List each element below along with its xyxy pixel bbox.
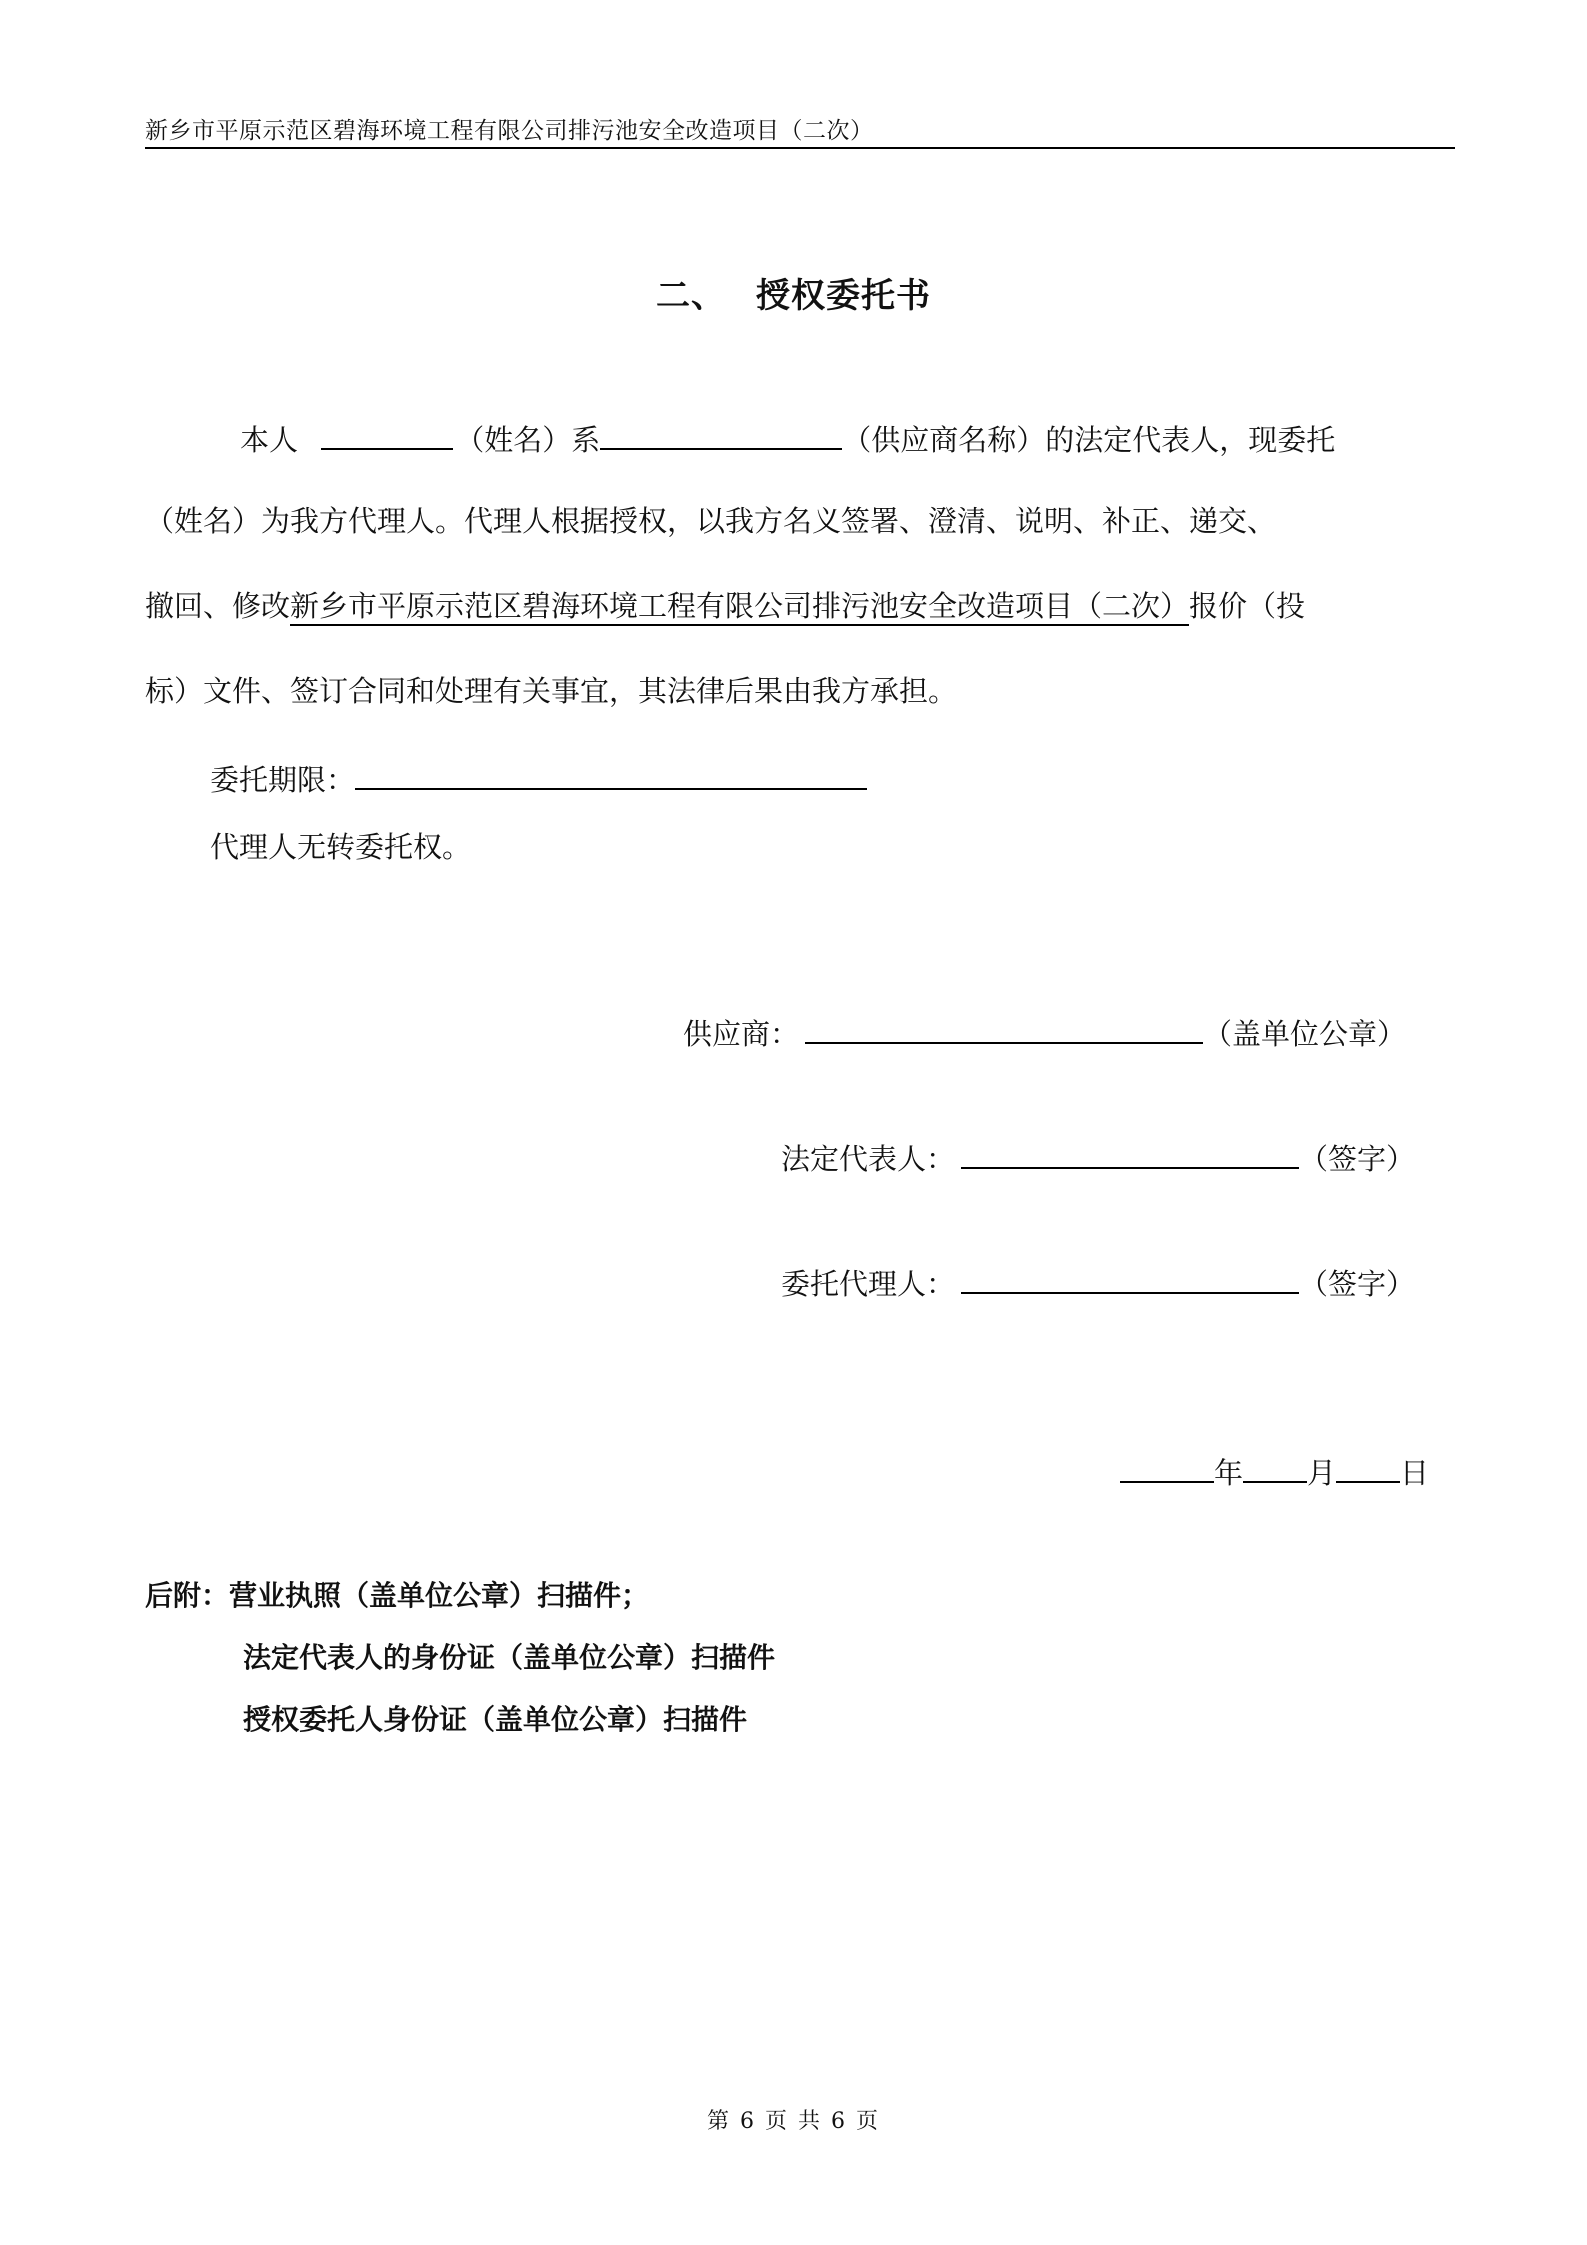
year-label: 年: [1214, 1456, 1244, 1490]
paragraph-line-1: [240, 422, 1335, 455]
title-number: 二、: [656, 276, 726, 316]
legal-rep-blank[interactable]: [961, 1141, 1299, 1169]
agent-label: 委托代理人：: [781, 1267, 956, 1301]
page-number: 第 6 页 共 6 页: [707, 2109, 880, 2134]
p1-text-a: 本人: [240, 423, 299, 457]
month-blank[interactable]: [1243, 1455, 1307, 1483]
page-title: [0, 268, 1587, 317]
supplier-name-blank[interactable]: [600, 422, 842, 450]
date-row: [1120, 1455, 1429, 1488]
agent-signature-row: [781, 1266, 1415, 1299]
attachment-item-1: 营业执照（盖单位公章）扫描件；: [229, 1579, 650, 1612]
running-header: 新乡市平原示范区碧海环境工程有限公司排污池安全改造项目（二次）: [145, 118, 874, 144]
paragraph-line-3: [145, 589, 1306, 623]
paragraph-line-4: 标）文件、签订合同和处理有关事宜，其法律后果由我方承担。: [145, 674, 958, 708]
name-blank[interactable]: [321, 422, 453, 450]
legal-rep-signature-row: [781, 1141, 1415, 1174]
year-blank[interactable]: [1120, 1455, 1214, 1483]
day-blank[interactable]: [1336, 1455, 1400, 1483]
attachment-item-3: 授权委托人身份证（盖单位公章）扫描件: [243, 1703, 748, 1736]
supplier-signature-row: [683, 1016, 1406, 1049]
term-blank[interactable]: [355, 762, 867, 790]
term-label: 委托期限：: [210, 763, 356, 797]
legal-rep-label: 法定代表人：: [781, 1142, 956, 1176]
agent-blank[interactable]: [961, 1266, 1299, 1294]
p3-text-b: 报价（投: [1189, 589, 1306, 623]
agent-note: （签字）: [1299, 1267, 1416, 1301]
supplier-label: 供应商：: [683, 1017, 800, 1051]
supplier-blank[interactable]: [805, 1016, 1203, 1044]
project-name: 新乡市平原示范区碧海环境工程有限公司排污池安全改造项目（二次）: [290, 589, 1189, 626]
p1-text-c: （供应商名称）的法定代表人，现委托: [842, 423, 1336, 457]
attachment-line-1: [145, 1579, 650, 1612]
no-transfer-statement: 代理人无转委托权。: [210, 830, 472, 864]
title-text: 授权委托书: [756, 276, 931, 316]
attachment-item-2: 法定代表人的身份证（盖单位公章）扫描件: [243, 1641, 776, 1674]
day-label: 日: [1400, 1456, 1430, 1490]
p1-text-b: （姓名）系: [455, 423, 601, 457]
supplier-note: （盖单位公章）: [1203, 1017, 1407, 1051]
header-rule: [145, 147, 1455, 149]
attachments-label: 后附：: [145, 1579, 230, 1612]
legal-rep-note: （签字）: [1299, 1142, 1416, 1176]
paragraph-line-2: （姓名）为我方代理人。代理人根据授权，以我方名义签署、澄清、说明、补正、递交、: [145, 504, 1277, 538]
term-line: [210, 762, 867, 795]
month-label: 月: [1307, 1456, 1337, 1490]
p3-text-a: 撤回、修改: [145, 589, 291, 623]
